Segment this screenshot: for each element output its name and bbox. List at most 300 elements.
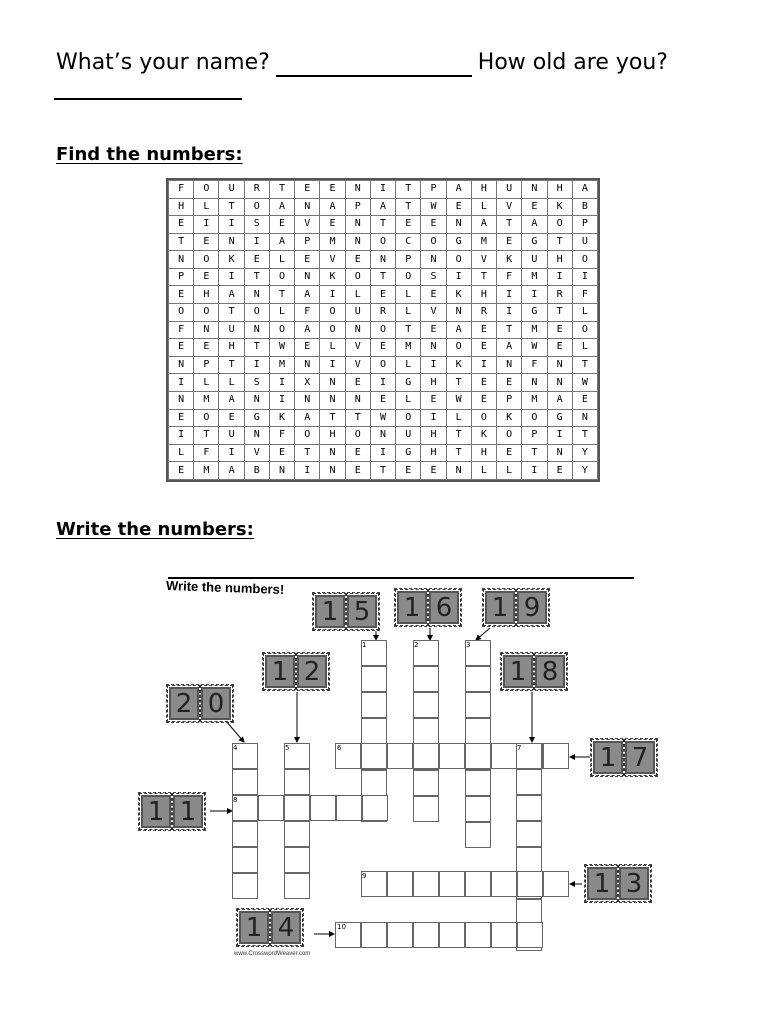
- word-search-letter[interactable]: E: [396, 216, 421, 234]
- word-search-letter[interactable]: N: [320, 462, 345, 480]
- word-search-letter[interactable]: F: [169, 181, 194, 199]
- word-search-letter[interactable]: T: [269, 286, 294, 304]
- crossword-cell[interactable]: [465, 822, 491, 848]
- word-search-letter[interactable]: E: [194, 268, 219, 286]
- word-search-letter[interactable]: M: [522, 391, 547, 409]
- word-search-letter[interactable]: T: [471, 268, 496, 286]
- crossword-cell[interactable]: [258, 795, 284, 821]
- word-search-letter[interactable]: E: [345, 444, 370, 462]
- crossword-cell[interactable]: [413, 743, 439, 769]
- word-search-letter[interactable]: I: [370, 444, 395, 462]
- word-search-letter[interactable]: L: [396, 304, 421, 322]
- word-search-letter[interactable]: E: [345, 462, 370, 480]
- word-search-letter[interactable]: N: [446, 216, 471, 234]
- word-search-letter[interactable]: O: [295, 427, 320, 445]
- word-search-letter[interactable]: T: [244, 339, 269, 357]
- word-search-letter[interactable]: A: [219, 391, 244, 409]
- word-search-letter[interactable]: N: [244, 391, 269, 409]
- word-search-letter[interactable]: K: [269, 409, 294, 427]
- word-search-letter[interactable]: N: [345, 216, 370, 234]
- word-search-letter[interactable]: O: [194, 251, 219, 269]
- crossword-cell[interactable]: [361, 692, 387, 718]
- word-search-letter[interactable]: N: [169, 356, 194, 374]
- word-search-letter[interactable]: O: [194, 304, 219, 322]
- word-search-letter[interactable]: E: [345, 374, 370, 392]
- word-search-letter[interactable]: H: [320, 427, 345, 445]
- word-search-letter[interactable]: I: [421, 409, 446, 427]
- word-search-letter[interactable]: N: [295, 268, 320, 286]
- word-search-letter[interactable]: E: [320, 216, 345, 234]
- word-search-letter[interactable]: N: [169, 251, 194, 269]
- word-search-letter[interactable]: L: [269, 304, 294, 322]
- word-search-letter[interactable]: O: [547, 216, 572, 234]
- word-search-letter[interactable]: N: [345, 391, 370, 409]
- word-search-letter[interactable]: U: [572, 233, 597, 251]
- word-search-letter[interactable]: M: [522, 268, 547, 286]
- crossword-cell[interactable]: [439, 743, 465, 769]
- word-search-letter[interactable]: V: [421, 304, 446, 322]
- crossword-cell[interactable]: [439, 871, 465, 897]
- word-search-letter[interactable]: E: [194, 233, 219, 251]
- word-search-letter[interactable]: E: [370, 339, 395, 357]
- crossword-cell[interactable]: [439, 922, 465, 948]
- word-search-letter[interactable]: N: [169, 391, 194, 409]
- crossword-cell[interactable]: [232, 847, 258, 873]
- word-search-letter[interactable]: A: [547, 391, 572, 409]
- crossword-cell[interactable]: [516, 795, 542, 821]
- word-search-letter[interactable]: N: [345, 233, 370, 251]
- word-search-letter[interactable]: A: [295, 409, 320, 427]
- word-search-letter[interactable]: G: [547, 409, 572, 427]
- word-search-letter[interactable]: E: [169, 409, 194, 427]
- crossword-cell[interactable]: [284, 873, 310, 899]
- word-search-letter[interactable]: Y: [572, 462, 597, 480]
- word-search-letter[interactable]: N: [370, 251, 395, 269]
- word-search-letter[interactable]: A: [219, 286, 244, 304]
- word-search-letter[interactable]: P: [345, 198, 370, 216]
- word-search-letter[interactable]: N: [244, 427, 269, 445]
- word-search-letter[interactable]: A: [295, 321, 320, 339]
- word-search-letter[interactable]: V: [497, 198, 522, 216]
- crossword-cell[interactable]: [310, 795, 336, 821]
- word-search-letter[interactable]: E: [446, 198, 471, 216]
- word-search-letter[interactable]: O: [396, 268, 421, 286]
- word-search-letter[interactable]: E: [547, 339, 572, 357]
- word-search-letter[interactable]: H: [421, 427, 446, 445]
- crossword-cell[interactable]: [543, 743, 569, 769]
- word-search-letter[interactable]: P: [194, 356, 219, 374]
- word-search-letter[interactable]: H: [471, 444, 496, 462]
- word-search-letter[interactable]: I: [547, 268, 572, 286]
- word-search-letter[interactable]: L: [345, 286, 370, 304]
- crossword-cell[interactable]: [361, 666, 387, 692]
- word-search-letter[interactable]: T: [446, 427, 471, 445]
- word-search-letter[interactable]: L: [446, 409, 471, 427]
- word-search-letter[interactable]: M: [396, 339, 421, 357]
- word-search-letter[interactable]: N: [547, 444, 572, 462]
- word-search-letter[interactable]: N: [295, 391, 320, 409]
- word-search-letter[interactable]: E: [194, 339, 219, 357]
- word-search-letter[interactable]: K: [219, 251, 244, 269]
- crossword-cell[interactable]: [387, 743, 413, 769]
- word-search-letter[interactable]: E: [169, 216, 194, 234]
- word-search-letter[interactable]: O: [194, 409, 219, 427]
- word-search-letter[interactable]: F: [497, 268, 522, 286]
- word-search-letter[interactable]: M: [471, 233, 496, 251]
- word-search-letter[interactable]: I: [169, 427, 194, 445]
- word-search-letter[interactable]: N: [547, 374, 572, 392]
- word-search-letter[interactable]: V: [471, 251, 496, 269]
- word-search-letter[interactable]: N: [370, 427, 395, 445]
- word-search-letter[interactable]: O: [471, 409, 496, 427]
- word-search-letter[interactable]: N: [446, 462, 471, 480]
- word-search-letter[interactable]: T: [497, 216, 522, 234]
- word-search-letter[interactable]: P: [572, 216, 597, 234]
- word-search-letter[interactable]: F: [194, 444, 219, 462]
- word-search-letter[interactable]: N: [244, 286, 269, 304]
- word-search-letter[interactable]: T: [269, 181, 294, 199]
- word-search-letter[interactable]: T: [547, 304, 572, 322]
- word-search-letter[interactable]: H: [421, 444, 446, 462]
- crossword-cell[interactable]: [491, 871, 517, 897]
- word-search-letter[interactable]: K: [547, 198, 572, 216]
- word-search-letter[interactable]: L: [572, 304, 597, 322]
- word-search-letter[interactable]: N: [295, 198, 320, 216]
- word-search-letter[interactable]: B: [572, 198, 597, 216]
- word-search-letter[interactable]: N: [194, 321, 219, 339]
- word-search-letter[interactable]: F: [169, 321, 194, 339]
- word-search-letter[interactable]: O: [446, 339, 471, 357]
- word-search-letter[interactable]: E: [169, 462, 194, 480]
- word-search-letter[interactable]: O: [244, 304, 269, 322]
- word-search-letter[interactable]: P: [522, 427, 547, 445]
- word-search-letter[interactable]: T: [169, 233, 194, 251]
- word-search-letter[interactable]: I: [219, 444, 244, 462]
- word-search-letter[interactable]: O: [572, 251, 597, 269]
- crossword-cell[interactable]: [387, 922, 413, 948]
- word-search-letter[interactable]: A: [269, 198, 294, 216]
- word-search-letter[interactable]: L: [396, 356, 421, 374]
- crossword-cell[interactable]: [465, 871, 491, 897]
- word-search-letter[interactable]: I: [269, 374, 294, 392]
- word-search-letter[interactable]: O: [370, 356, 395, 374]
- word-search-letter[interactable]: I: [370, 374, 395, 392]
- word-search-letter[interactable]: W: [421, 198, 446, 216]
- word-search-letter[interactable]: V: [244, 444, 269, 462]
- crossword-cell[interactable]: [413, 692, 439, 718]
- word-search-letter[interactable]: E: [370, 391, 395, 409]
- word-search-letter[interactable]: T: [219, 356, 244, 374]
- crossword-cell[interactable]: [362, 795, 388, 821]
- word-search-letter[interactable]: K: [471, 427, 496, 445]
- word-search-letter[interactable]: Y: [572, 444, 597, 462]
- word-search-letter[interactable]: I: [219, 216, 244, 234]
- word-search-letter[interactable]: I: [497, 286, 522, 304]
- word-search-letter[interactable]: N: [522, 374, 547, 392]
- word-search-letter[interactable]: M: [320, 233, 345, 251]
- word-search-letter[interactable]: G: [396, 444, 421, 462]
- crossword-cell[interactable]: [361, 770, 387, 796]
- crossword-cell[interactable]: [491, 922, 517, 948]
- word-search-letter[interactable]: L: [471, 462, 496, 480]
- word-search-letter[interactable]: T: [572, 356, 597, 374]
- word-search-letter[interactable]: E: [572, 391, 597, 409]
- word-search-letter[interactable]: E: [421, 216, 446, 234]
- word-search-letter[interactable]: I: [320, 286, 345, 304]
- word-search-letter[interactable]: V: [295, 216, 320, 234]
- crossword-cell[interactable]: [413, 666, 439, 692]
- word-search-letter[interactable]: E: [421, 286, 446, 304]
- word-search-letter[interactable]: L: [396, 391, 421, 409]
- crossword-cell[interactable]: [361, 922, 387, 948]
- word-search-letter[interactable]: W: [446, 391, 471, 409]
- word-search-letter[interactable]: V: [345, 356, 370, 374]
- word-search-letter[interactable]: H: [547, 251, 572, 269]
- word-search-letter[interactable]: O: [370, 321, 395, 339]
- word-search-letter[interactable]: O: [269, 321, 294, 339]
- word-search-letter[interactable]: T: [295, 444, 320, 462]
- word-search-letter[interactable]: M: [194, 462, 219, 480]
- crossword-cell[interactable]: [413, 922, 439, 948]
- word-search-letter[interactable]: I: [547, 427, 572, 445]
- word-search-letter[interactable]: U: [345, 304, 370, 322]
- word-search-letter[interactable]: O: [421, 233, 446, 251]
- word-search-letter[interactable]: O: [497, 427, 522, 445]
- word-search-letter[interactable]: T: [244, 268, 269, 286]
- word-search-letter[interactable]: E: [471, 321, 496, 339]
- word-search-letter[interactable]: T: [370, 462, 395, 480]
- word-search-letter[interactable]: P: [295, 233, 320, 251]
- word-search-letter[interactable]: A: [295, 286, 320, 304]
- word-search-letter[interactable]: T: [370, 216, 395, 234]
- word-search-letter[interactable]: K: [497, 251, 522, 269]
- word-search-letter[interactable]: O: [370, 233, 395, 251]
- word-search-letter[interactable]: K: [446, 286, 471, 304]
- word-search-letter[interactable]: N: [497, 356, 522, 374]
- word-search-letter[interactable]: E: [471, 391, 496, 409]
- word-search-letter[interactable]: G: [446, 233, 471, 251]
- word-search-letter[interactable]: K: [320, 268, 345, 286]
- word-search-letter[interactable]: T: [396, 198, 421, 216]
- word-search-letter[interactable]: N: [320, 391, 345, 409]
- crossword-cell[interactable]: [465, 743, 491, 769]
- word-search-letter[interactable]: L: [471, 198, 496, 216]
- word-search-letter[interactable]: W: [522, 339, 547, 357]
- word-search-letter[interactable]: K: [497, 409, 522, 427]
- word-search-letter[interactable]: E: [244, 251, 269, 269]
- word-search-letter[interactable]: L: [320, 339, 345, 357]
- word-search-letter[interactable]: I: [169, 374, 194, 392]
- word-search-letter[interactable]: E: [547, 321, 572, 339]
- word-search-letter[interactable]: E: [421, 391, 446, 409]
- word-search-letter[interactable]: O: [396, 409, 421, 427]
- word-search-letter[interactable]: L: [269, 251, 294, 269]
- word-search-letter[interactable]: M: [522, 321, 547, 339]
- word-search-letter[interactable]: H: [471, 181, 496, 199]
- word-search-letter[interactable]: E: [169, 339, 194, 357]
- crossword-cell[interactable]: [491, 743, 517, 769]
- word-search-letter[interactable]: E: [219, 409, 244, 427]
- word-search-letter[interactable]: I: [320, 356, 345, 374]
- word-search-letter[interactable]: M: [194, 391, 219, 409]
- word-search-letter[interactable]: G: [522, 233, 547, 251]
- word-search-letter[interactable]: G: [244, 409, 269, 427]
- word-search-letter[interactable]: F: [572, 286, 597, 304]
- word-search-letter[interactable]: I: [471, 356, 496, 374]
- word-search-letter[interactable]: O: [194, 181, 219, 199]
- word-search-letter[interactable]: C: [396, 233, 421, 251]
- word-search-letter[interactable]: A: [522, 216, 547, 234]
- word-search-letter[interactable]: I: [572, 268, 597, 286]
- crossword-cell[interactable]: [465, 770, 491, 796]
- word-search-letter[interactable]: T: [497, 321, 522, 339]
- word-search-letter[interactable]: O: [169, 304, 194, 322]
- crossword-cell[interactable]: [336, 795, 362, 821]
- word-search-letter[interactable]: A: [269, 233, 294, 251]
- word-search-letter[interactable]: M: [269, 356, 294, 374]
- word-search-letter[interactable]: F: [295, 304, 320, 322]
- word-search-letter[interactable]: O: [446, 251, 471, 269]
- word-search-letter[interactable]: I: [244, 233, 269, 251]
- word-search-letter[interactable]: T: [320, 409, 345, 427]
- word-search-letter[interactable]: U: [497, 181, 522, 199]
- word-search-letter[interactable]: E: [320, 181, 345, 199]
- word-search-letter[interactable]: T: [547, 233, 572, 251]
- word-search-letter[interactable]: H: [547, 181, 572, 199]
- word-search-letter[interactable]: T: [219, 304, 244, 322]
- crossword-cell[interactable]: [517, 871, 543, 897]
- word-search-letter[interactable]: T: [370, 268, 395, 286]
- word-search-letter[interactable]: B: [244, 462, 269, 480]
- word-search-letter[interactable]: L: [169, 444, 194, 462]
- word-search-letter[interactable]: O: [269, 268, 294, 286]
- word-search-letter[interactable]: I: [497, 304, 522, 322]
- word-search-letter[interactable]: G: [396, 374, 421, 392]
- word-search-letter[interactable]: O: [345, 268, 370, 286]
- word-search-letter[interactable]: L: [219, 374, 244, 392]
- word-search-letter[interactable]: E: [269, 216, 294, 234]
- word-search-letter[interactable]: N: [219, 233, 244, 251]
- crossword-cell[interactable]: [387, 871, 413, 897]
- word-search-letter[interactable]: E: [497, 233, 522, 251]
- crossword-cell[interactable]: [465, 718, 491, 744]
- word-search-letter[interactable]: N: [244, 321, 269, 339]
- word-search-letter[interactable]: N: [421, 339, 446, 357]
- word-search-letter[interactable]: I: [194, 216, 219, 234]
- word-search-letter[interactable]: S: [244, 216, 269, 234]
- word-search-letter[interactable]: W: [370, 409, 395, 427]
- word-search-letter[interactable]: I: [269, 391, 294, 409]
- word-search-letter[interactable]: N: [522, 181, 547, 199]
- crossword-cell[interactable]: [232, 873, 258, 899]
- word-search-letter[interactable]: I: [421, 356, 446, 374]
- crossword-cell[interactable]: [413, 770, 439, 796]
- word-search-letter[interactable]: A: [446, 321, 471, 339]
- crossword-cell[interactable]: [284, 769, 310, 795]
- crossword-cell[interactable]: [284, 795, 310, 821]
- word-search-letter[interactable]: E: [421, 462, 446, 480]
- word-search-letter[interactable]: H: [421, 374, 446, 392]
- word-search-letter[interactable]: I: [295, 462, 320, 480]
- word-search-letter[interactable]: O: [572, 321, 597, 339]
- word-search-letter[interactable]: E: [471, 339, 496, 357]
- word-search-letter[interactable]: N: [572, 409, 597, 427]
- crossword-cell[interactable]: [516, 769, 542, 795]
- word-search-letter[interactable]: E: [295, 339, 320, 357]
- crossword-cell[interactable]: [413, 718, 439, 744]
- word-search-letter[interactable]: L: [396, 286, 421, 304]
- word-search-letter[interactable]: T: [446, 444, 471, 462]
- word-search-letter[interactable]: T: [446, 374, 471, 392]
- word-search-letter[interactable]: E: [169, 286, 194, 304]
- word-search-letter[interactable]: E: [370, 286, 395, 304]
- word-search-letter[interactable]: L: [497, 462, 522, 480]
- word-search-letter[interactable]: R: [471, 304, 496, 322]
- word-search-letter[interactable]: E: [497, 374, 522, 392]
- word-search-letter[interactable]: V: [320, 251, 345, 269]
- word-search-letter[interactable]: A: [497, 339, 522, 357]
- word-search-letter[interactable]: A: [471, 216, 496, 234]
- word-search-letter[interactable]: A: [320, 198, 345, 216]
- word-search-letter[interactable]: H: [471, 286, 496, 304]
- word-search-letter[interactable]: V: [345, 339, 370, 357]
- word-search-letter[interactable]: E: [421, 321, 446, 339]
- word-search-letter[interactable]: L: [572, 339, 597, 357]
- word-search-letter[interactable]: E: [345, 251, 370, 269]
- word-search-letter[interactable]: L: [194, 374, 219, 392]
- word-search-letter[interactable]: O: [244, 198, 269, 216]
- crossword-cell[interactable]: [465, 666, 491, 692]
- word-search-letter[interactable]: A: [446, 181, 471, 199]
- word-search-letter[interactable]: S: [244, 374, 269, 392]
- word-search-letter[interactable]: N: [446, 304, 471, 322]
- word-search-letter[interactable]: H: [169, 198, 194, 216]
- crossword-cell[interactable]: [465, 796, 491, 822]
- word-search-letter[interactable]: N: [320, 374, 345, 392]
- crossword-cell[interactable]: [516, 821, 542, 847]
- word-search-letter[interactable]: E: [471, 374, 496, 392]
- word-search-letter[interactable]: I: [446, 268, 471, 286]
- word-search-letter[interactable]: O: [345, 427, 370, 445]
- word-search-letter[interactable]: W: [572, 374, 597, 392]
- crossword-cell[interactable]: [516, 847, 542, 873]
- word-search-letter[interactable]: S: [421, 268, 446, 286]
- word-search-letter[interactable]: N: [269, 462, 294, 480]
- word-search-letter[interactable]: U: [219, 427, 244, 445]
- word-search-letter[interactable]: A: [370, 198, 395, 216]
- word-search-letter[interactable]: A: [219, 462, 244, 480]
- word-search-letter[interactable]: T: [396, 321, 421, 339]
- word-search-letter[interactable]: R: [244, 181, 269, 199]
- word-search-letter[interactable]: E: [396, 462, 421, 480]
- crossword-cell[interactable]: [232, 769, 258, 795]
- crossword-cell[interactable]: [543, 871, 569, 897]
- crossword-cell[interactable]: [361, 743, 387, 769]
- word-search-letter[interactable]: U: [219, 321, 244, 339]
- word-search-letter[interactable]: I: [522, 286, 547, 304]
- word-search-letter[interactable]: G: [522, 304, 547, 322]
- word-search-letter[interactable]: P: [421, 181, 446, 199]
- word-search-letter[interactable]: U: [219, 181, 244, 199]
- word-search-letter[interactable]: U: [522, 251, 547, 269]
- crossword-cell[interactable]: [284, 847, 310, 873]
- word-search-letter[interactable]: W: [269, 339, 294, 357]
- word-search-letter[interactable]: O: [522, 409, 547, 427]
- word-search-letter[interactable]: R: [547, 286, 572, 304]
- word-search-letter[interactable]: L: [194, 198, 219, 216]
- word-search-letter[interactable]: T: [572, 427, 597, 445]
- word-search-letter[interactable]: N: [295, 356, 320, 374]
